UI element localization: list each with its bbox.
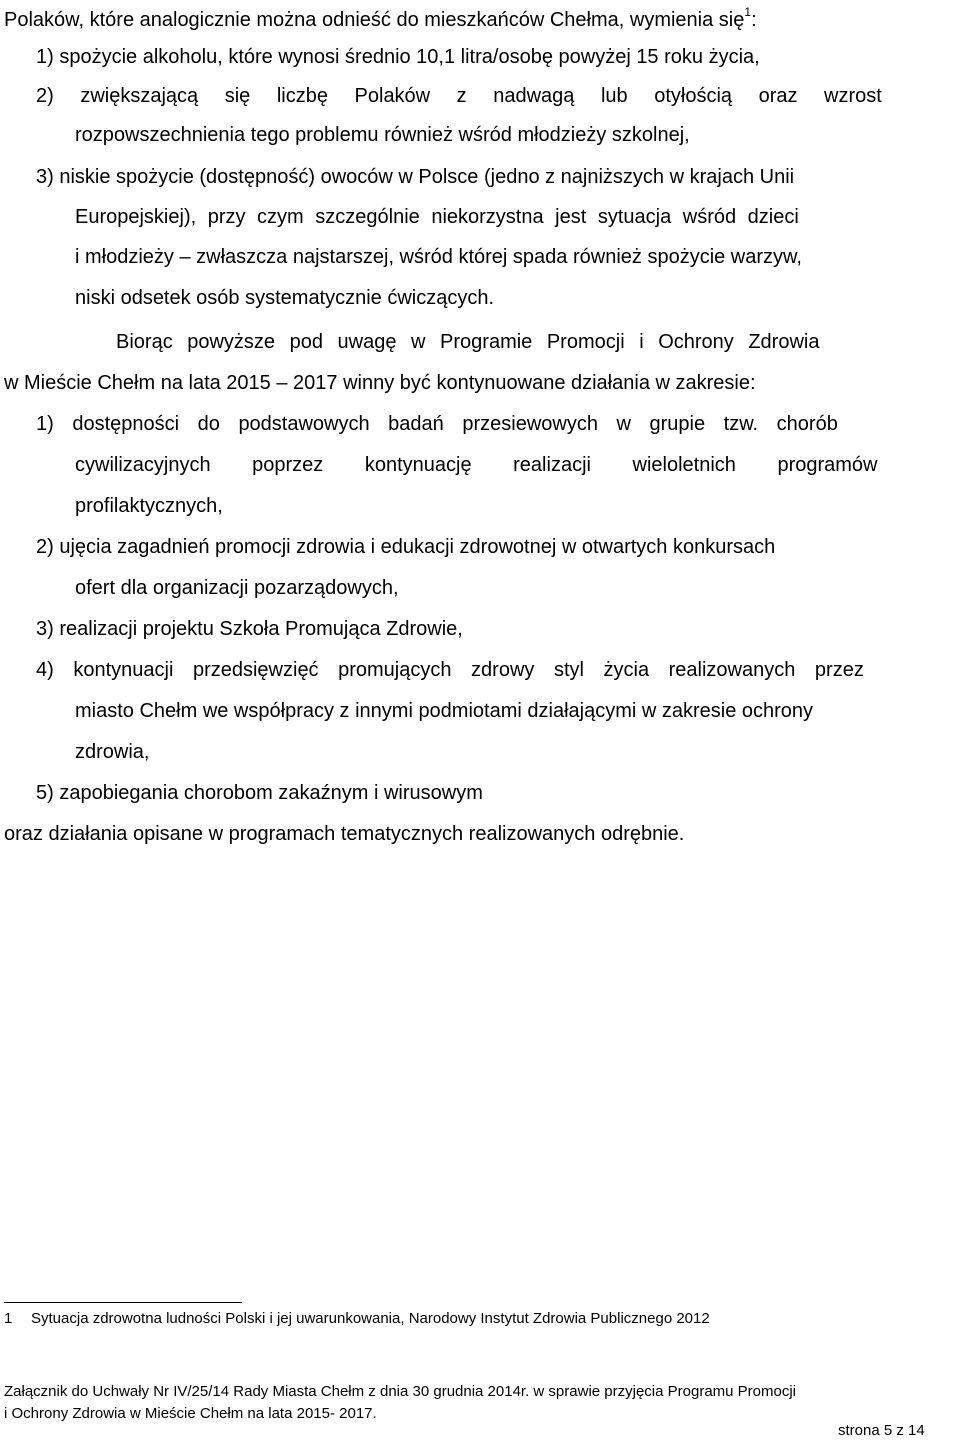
intro-tail: : <box>751 9 757 31</box>
action-item-1: 1) dostępności do podstawowych badań przesiewowych w grupie tzw. chorób <box>36 413 838 435</box>
action-item-2: 2) ujęcia zagadnień promocji zdrowia i edukacji zdrowotnej w otwartych konkursach <box>36 536 776 558</box>
footnote-text: Sytuacja zdrowotna ludności Polski i jej uwarunkowania, Narodowy Instytut Zdrowia Publicznego 2012 <box>31 1310 710 1327</box>
list-item-3-cont-b: i młodzieży – zwłaszcza najstarszej, wśród której spada również spożycie warzyw, <box>75 246 802 268</box>
action-item-4: 4) kontynuacji przedsięwzięć promujących zdrowy styl życia realizowanych przez <box>36 659 864 681</box>
intro-line <box>4 5 757 32</box>
action-item-2-cont: ofert dla organizacji pozarządowych, <box>75 577 399 599</box>
page-number: strona 5 z 14 <box>838 1422 925 1439</box>
footer-line-1: Załącznik do Uchwały Nr IV/25/14 Rady Miasta Chełm z dnia 30 grudnia 2014r. w sprawie przyjęcia Programu Promocji <box>4 1383 797 1400</box>
action-item-4-cont-b: zdrowia, <box>75 741 150 763</box>
action-item-5: 5) zapobiegania chorobom zakaźnym i wirusowym <box>36 782 483 804</box>
list-item-4: niski odsetek osób systematycznie ćwiczących. <box>75 287 495 309</box>
list-item-1: 1) spożycie alkoholu, które wynosi średnio 10,1 litra/osobę powyżej 15 roku życia, <box>36 46 760 68</box>
list-item-3-cont-a: Europejskiej), przy czym szczególnie niekorzystna jest sytuacja wśród dzieci <box>75 206 799 228</box>
footnote-number: 1 <box>4 1310 13 1327</box>
footnote <box>4 1309 710 1329</box>
action-item-4-cont-a: miasto Chełm we współpracy z innymi podmiotami działającymi w zakresie ochrony <box>75 700 814 722</box>
action-item-1-cont-a: cywilizacyjnych poprzez kontynuację realizacji wieloletnich programów <box>75 454 878 476</box>
paragraph-intro: Biorąc powyższe pod uwagę w Programie Promocji i Ochrony Zdrowia <box>116 331 820 353</box>
footer-line-2: i Ochrony Zdrowia w Mieście Chełm na lata 2015- 2017. <box>4 1405 377 1422</box>
list-item-2-cont: rozpowszechnienia tego problemu również wśród młodzieży szkolnej, <box>75 124 690 146</box>
action-item-1-cont-b: profilaktycznych, <box>75 495 223 517</box>
footnote-ref[interactable]: 1 <box>744 5 752 20</box>
footnote-divider <box>4 1302 242 1303</box>
list-item-2: 2) zwiększającą się liczbę Polaków z nadwagą lub otyłością oraz wzrost <box>36 85 882 107</box>
closing-line: oraz działania opisane w programach tematycznych realizowanych odrębnie. <box>4 823 685 845</box>
intro-text: Polaków, które analogicznie można odnieść do mieszkańców Chełma, wymienia się <box>4 9 745 31</box>
paragraph-intro-cont: w Mieście Chełm na lata 2015 – 2017 winny być kontynuowane działania w zakresie: <box>4 372 756 394</box>
action-item-3: 3) realizacji projektu Szkoła Promująca Zdrowie, <box>36 618 463 640</box>
list-item-3: 3) niskie spożycie (dostępność) owoców w Polsce (jedno z najniższych w krajach Unii <box>36 166 795 188</box>
